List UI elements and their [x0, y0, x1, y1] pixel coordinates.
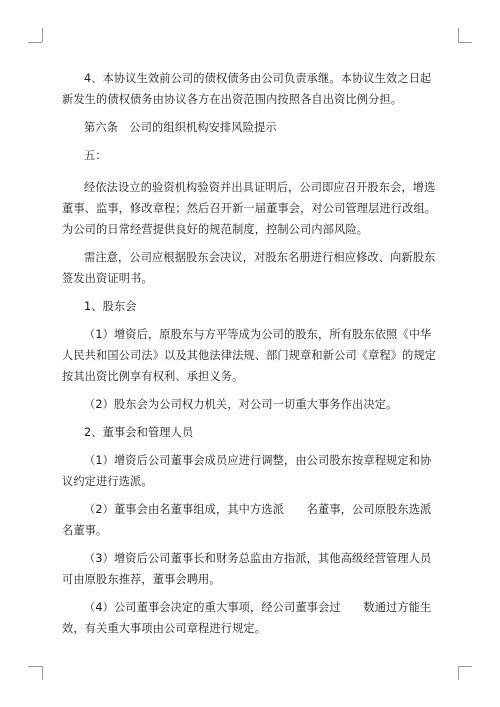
paragraph-liabilities: 4、本协议生效前公司的债权债务由公司负责承继。本协议生效之日起新发生的债权债务由协议各方在出资范围内按照各自出资比例分担。	[62, 72, 432, 106]
crop-mark-top-left-h	[28, 42, 42, 43]
paragraph-shareholder-rights: （1）增资后，原股东与方平等成为公司的股东，所有股东依照《中华人民共和国公司法》以及其他法律法规、部门规章和新公司《章程》的规定按其出资比例享有权利、承担义务。	[62, 328, 437, 383]
crop-mark-top-right-v	[458, 28, 459, 42]
paragraph-authority: （2）股东会为公司权力机关，对公司一切重大事务作出决定。	[84, 398, 398, 411]
crop-mark-bottom-left-v	[42, 666, 43, 680]
subheading-board-management: 2、董事会和管理人员	[84, 426, 194, 439]
article-heading: 第六条 公司的组织机构安排风险提示	[84, 121, 277, 134]
paragraph-board-adjustment: （1）增资后公司董事会成员应进行调整，由公司股东按章程规定和协议约定进行选派。	[62, 454, 432, 488]
crop-mark-bottom-right-v	[458, 666, 459, 680]
crop-mark-bottom-left-h	[28, 666, 42, 667]
crop-mark-bottom-right-h	[458, 666, 472, 667]
paragraph-capital-verification: 经依法设立的验资机构验资并出具证明后，公司即应召开股东会，增选董事、监事，修改章程；然后召开新一届董事会，对公司管理层进行改组。为公司的日常经营提供良好的规范制度，控制公司内部风险。	[62, 181, 437, 236]
section-number: 五：	[84, 149, 107, 162]
crop-mark-top-right-h	[458, 42, 472, 43]
crop-mark-top-left-v	[42, 28, 43, 42]
subheading-shareholders-meeting: 1、股东会	[84, 300, 137, 313]
paragraph-major-matters: （4）公司董事会决定的重大事项，经公司董事会过 数通过方能生效，有关重大事项由公司章程进行规定。	[62, 601, 432, 635]
paragraph-board-composition: （2）董事会由名董事组成，其中方选派 名董事，公司原股东选派 名董事。	[62, 503, 455, 537]
document-body	[62, 68, 455, 639]
paragraph-chairman-cfo: （3）增资后公司董事长和财务总监由方指派，其他高级经营管理人员可由原股东推荐，董事会聘用。	[62, 552, 432, 586]
paragraph-shareholder-register: 需注意，公司应根据股东会决议，对股东名册进行相应修改、向新股东签发出资证明书。	[62, 251, 436, 285]
